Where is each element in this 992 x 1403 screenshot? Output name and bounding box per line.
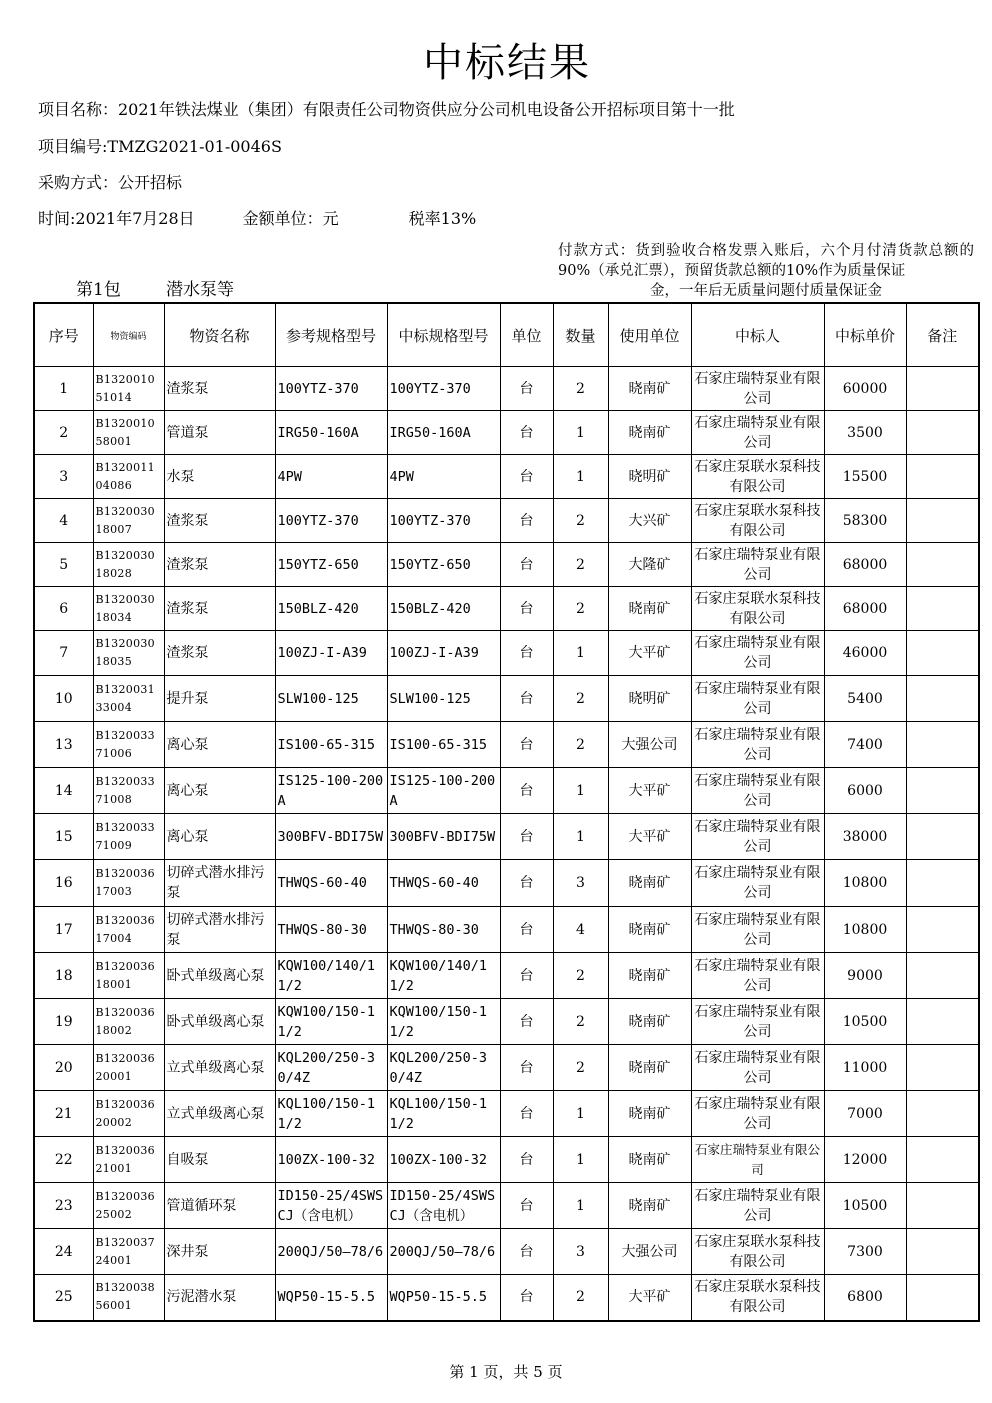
row-unit: 台 xyxy=(500,631,553,676)
row-remark xyxy=(906,768,979,814)
table-row xyxy=(34,860,979,907)
row-qty: 1 xyxy=(553,411,608,455)
time-line xyxy=(38,208,476,230)
row-winner: 石家庄瑞特泵业有限公司 xyxy=(691,631,824,676)
table-row xyxy=(34,953,979,999)
row-unit: 台 xyxy=(500,587,553,631)
table-row xyxy=(34,1045,979,1091)
row-seq: 19 xyxy=(34,999,93,1045)
row-price: 11000 xyxy=(824,1045,906,1091)
row-user: 大强公司 xyxy=(608,1229,691,1275)
row-unit: 台 xyxy=(500,999,553,1045)
page-title: 中标结果 xyxy=(423,40,591,86)
table-row xyxy=(34,722,979,768)
row-name: 立式单级离心泵 xyxy=(164,1045,275,1091)
row-price: 5400 xyxy=(824,676,906,722)
row-price: 12000 xyxy=(824,1137,906,1183)
row-bid-spec: 4PW xyxy=(387,455,500,499)
header-winner: 中标人 xyxy=(691,303,824,367)
row-code: B132001104086 xyxy=(93,455,164,499)
row-price: 15500 xyxy=(824,455,906,499)
row-winner: 石家庄瑞特泵业有限公司 xyxy=(691,907,824,953)
row-ref-spec: 150BLZ-420 xyxy=(275,587,387,631)
row-price: 6000 xyxy=(824,768,906,814)
page-footer: 第 1 页，共 5 页 xyxy=(449,1363,563,1381)
table-row xyxy=(34,1183,979,1229)
row-price: 58300 xyxy=(824,499,906,543)
row-qty: 1 xyxy=(553,1137,608,1183)
row-user: 晓南矿 xyxy=(608,860,691,907)
row-ref-spec: IRG50-160A xyxy=(275,411,387,455)
row-qty: 1 xyxy=(553,631,608,676)
row-user: 大隆矿 xyxy=(608,543,691,587)
row-seq: 17 xyxy=(34,907,93,953)
table-row xyxy=(34,676,979,722)
header-code: 物资编码 xyxy=(93,303,164,367)
payment-terms-main: 付款方式：货到验收合格发票入账后，六个月付清货款总额的90%（承兑汇票），预留货款总额的10%作为质量保证 xyxy=(558,243,974,279)
header-price: 中标单价 xyxy=(824,303,906,367)
table-row xyxy=(34,1091,979,1137)
row-name: 深井泵 xyxy=(164,1229,275,1275)
row-code: B132003133004 xyxy=(93,676,164,722)
row-ref-spec: KQL100/150-11/2 xyxy=(275,1091,387,1137)
row-qty: 1 xyxy=(553,1183,608,1229)
row-winner: 石家庄泵联水泵科技有限公司 xyxy=(691,587,824,631)
row-name: 卧式单级离心泵 xyxy=(164,999,275,1045)
row-ref-spec: SLW100-125 xyxy=(275,676,387,722)
row-user: 晓南矿 xyxy=(608,999,691,1045)
tax-rate-label: 税率13% xyxy=(408,209,477,228)
row-qty: 2 xyxy=(553,953,608,999)
row-price: 10500 xyxy=(824,1183,906,1229)
table-row xyxy=(34,1229,979,1275)
payment-terms-last: 金，一年后无质量问题付质量保证金 xyxy=(650,283,882,299)
row-qty: 2 xyxy=(553,722,608,768)
row-remark xyxy=(906,1183,979,1229)
row-code: B132001051014 xyxy=(93,367,164,411)
row-remark xyxy=(906,999,979,1045)
row-winner: 石家庄瑞特泵业有限公司 xyxy=(691,860,824,907)
row-remark xyxy=(906,676,979,722)
purchase-method: 采购方式：公开招标 xyxy=(38,173,183,192)
table-row xyxy=(34,411,979,455)
table-row xyxy=(34,999,979,1045)
row-remark xyxy=(906,814,979,860)
row-remark xyxy=(906,953,979,999)
row-seq: 16 xyxy=(34,860,93,907)
row-qty: 2 xyxy=(553,1045,608,1091)
row-bid-spec: KQW100/150-11/2 xyxy=(387,999,500,1045)
header-name: 物资名称 xyxy=(164,303,275,367)
row-winner: 石家庄泵联水泵科技有限公司 xyxy=(691,1275,824,1321)
row-user: 晓南矿 xyxy=(608,1045,691,1091)
table-row xyxy=(34,455,979,499)
row-code: B132003856001 xyxy=(93,1275,164,1321)
row-name: 渣浆泵 xyxy=(164,631,275,676)
row-ref-spec: 100ZX-100-32 xyxy=(275,1137,387,1183)
row-qty: 2 xyxy=(553,999,608,1045)
row-remark xyxy=(906,1091,979,1137)
row-price: 68000 xyxy=(824,543,906,587)
row-name: 自吸泵 xyxy=(164,1137,275,1183)
row-winner: 石家庄瑞特泵业有限公司 xyxy=(691,768,824,814)
package-name: 潜水泵等 xyxy=(166,280,234,300)
row-unit: 台 xyxy=(500,1045,553,1091)
row-code: B132003620001 xyxy=(93,1045,164,1091)
table-row xyxy=(34,587,979,631)
row-bid-spec: SLW100-125 xyxy=(387,676,500,722)
row-winner: 石家庄泵联水泵科技有限公司 xyxy=(691,455,824,499)
row-seq: 13 xyxy=(34,722,93,768)
row-ref-spec: 200QJ/50—78/6 xyxy=(275,1229,387,1275)
table-row xyxy=(34,367,979,411)
row-price: 3500 xyxy=(824,411,906,455)
row-unit: 台 xyxy=(500,455,553,499)
row-user: 晓南矿 xyxy=(608,587,691,631)
row-code: B132003018035 xyxy=(93,631,164,676)
row-ref-spec: 100ZJ-I-A39 xyxy=(275,631,387,676)
row-ref-spec: KQW100/140/11/2 xyxy=(275,953,387,999)
row-name: 渣浆泵 xyxy=(164,543,275,587)
row-seq: 1 xyxy=(34,367,93,411)
row-name: 污泥潜水泵 xyxy=(164,1275,275,1321)
row-remark xyxy=(906,1275,979,1321)
row-name: 渣浆泵 xyxy=(164,367,275,411)
row-seq: 14 xyxy=(34,768,93,814)
row-price: 7300 xyxy=(824,1229,906,1275)
row-unit: 台 xyxy=(500,1137,553,1183)
header-ref-spec: 参考规格型号 xyxy=(275,303,387,367)
table-row xyxy=(34,1275,979,1321)
row-seq: 5 xyxy=(34,543,93,587)
row-ref-spec: 4PW xyxy=(275,455,387,499)
row-code: B132003724001 xyxy=(93,1229,164,1275)
row-seq: 21 xyxy=(34,1091,93,1137)
row-name: 离心泵 xyxy=(164,722,275,768)
table-row xyxy=(34,631,979,676)
header-seq: 序号 xyxy=(34,303,93,367)
package-number: 第1包 xyxy=(76,280,121,300)
row-qty: 4 xyxy=(553,907,608,953)
row-user: 晓南矿 xyxy=(608,953,691,999)
row-qty: 3 xyxy=(553,860,608,907)
row-price: 7000 xyxy=(824,1091,906,1137)
header-user: 使用单位 xyxy=(608,303,691,367)
row-bid-spec: 100ZX-100-32 xyxy=(387,1137,500,1183)
table-row xyxy=(34,907,979,953)
row-user: 晓南矿 xyxy=(608,411,691,455)
header-remark: 备注 xyxy=(906,303,979,367)
row-remark xyxy=(906,455,979,499)
row-user: 大兴矿 xyxy=(608,499,691,543)
row-code: B132003018028 xyxy=(93,543,164,587)
row-qty: 2 xyxy=(553,587,608,631)
row-ref-spec: 150YTZ-650 xyxy=(275,543,387,587)
row-bid-spec: THWQS-80-30 xyxy=(387,907,500,953)
row-remark xyxy=(906,587,979,631)
row-seq: 18 xyxy=(34,953,93,999)
row-seq: 22 xyxy=(34,1137,93,1183)
row-remark xyxy=(906,367,979,411)
row-price: 60000 xyxy=(824,367,906,411)
row-code: B132003621001 xyxy=(93,1137,164,1183)
payment-terms xyxy=(558,241,974,301)
row-unit: 台 xyxy=(500,499,553,543)
row-unit: 台 xyxy=(500,768,553,814)
row-winner: 石家庄泵联水泵科技有限公司 xyxy=(691,1229,824,1275)
row-winner: 石家庄瑞特泵业有限公司 xyxy=(691,676,824,722)
date-label: 时间:2021年7月28日 xyxy=(38,209,195,228)
project-name: 项目名称：2021年铁法煤业（集团）有限责任公司物资供应分公司机电设备公开招标项目第十一批 xyxy=(38,100,735,119)
row-bid-spec: 150BLZ-420 xyxy=(387,587,500,631)
row-code: B132003625002 xyxy=(93,1183,164,1229)
row-qty: 1 xyxy=(553,814,608,860)
row-unit: 台 xyxy=(500,411,553,455)
row-ref-spec: KQL200/250-30/4Z xyxy=(275,1045,387,1091)
table-row xyxy=(34,543,979,587)
row-code: B132003371009 xyxy=(93,814,164,860)
project-number: 项目编号:TMZG2021-01-0046S xyxy=(38,137,282,156)
table-row xyxy=(34,814,979,860)
row-seq: 4 xyxy=(34,499,93,543)
row-unit: 台 xyxy=(500,722,553,768)
row-name: 水泵 xyxy=(164,455,275,499)
row-remark xyxy=(906,860,979,907)
row-ref-spec: 100YTZ-370 xyxy=(275,367,387,411)
row-bid-spec: IS100-65-315 xyxy=(387,722,500,768)
row-winner: 石家庄瑞特泵业有限公司 xyxy=(691,1183,824,1229)
row-qty: 2 xyxy=(553,676,608,722)
row-bid-spec: KQL200/250-30/4Z xyxy=(387,1045,500,1091)
row-remark xyxy=(906,1137,979,1183)
row-remark xyxy=(906,1229,979,1275)
row-qty: 2 xyxy=(553,1275,608,1321)
row-seq: 23 xyxy=(34,1183,93,1229)
row-bid-spec: 100YTZ-370 xyxy=(387,367,500,411)
row-seq: 2 xyxy=(34,411,93,455)
row-qty: 2 xyxy=(553,543,608,587)
currency-unit-label: 金额单位：元 xyxy=(242,209,339,228)
row-winner: 石家庄泵联水泵科技有限公司 xyxy=(691,499,824,543)
row-price: 46000 xyxy=(824,631,906,676)
row-code: B132003617003 xyxy=(93,860,164,907)
row-remark xyxy=(906,722,979,768)
row-code: B132003371006 xyxy=(93,722,164,768)
row-remark xyxy=(906,543,979,587)
row-ref-spec: IS125-100-200A xyxy=(275,768,387,814)
row-remark xyxy=(906,1045,979,1091)
row-seq: 3 xyxy=(34,455,93,499)
row-unit: 台 xyxy=(500,1183,553,1229)
row-unit: 台 xyxy=(500,907,553,953)
row-price: 7400 xyxy=(824,722,906,768)
row-winner: 石家庄瑞特泵业有限公司 xyxy=(691,814,824,860)
row-user: 大平矿 xyxy=(608,1275,691,1321)
row-name: 提升泵 xyxy=(164,676,275,722)
row-unit: 台 xyxy=(500,953,553,999)
row-qty: 1 xyxy=(553,768,608,814)
row-user: 晓明矿 xyxy=(608,455,691,499)
row-code: B132003618001 xyxy=(93,953,164,999)
row-unit: 台 xyxy=(500,814,553,860)
row-winner: 石家庄瑞特泵业有限公司 xyxy=(691,1091,824,1137)
row-ref-spec: THWQS-60-40 xyxy=(275,860,387,907)
row-price: 10800 xyxy=(824,860,906,907)
row-unit: 台 xyxy=(500,676,553,722)
row-ref-spec: 300BFV-BDI75W xyxy=(275,814,387,860)
row-bid-spec: WQP50-15-5.5 xyxy=(387,1275,500,1321)
table-row xyxy=(34,1137,979,1183)
row-winner: 石家庄瑞特泵业有限公司 xyxy=(691,543,824,587)
row-user: 晓南矿 xyxy=(608,1091,691,1137)
row-seq: 7 xyxy=(34,631,93,676)
row-qty: 2 xyxy=(553,367,608,411)
row-ref-spec: WQP50-15-5.5 xyxy=(275,1275,387,1321)
row-qty: 2 xyxy=(553,499,608,543)
table-row xyxy=(34,499,979,543)
row-name: 立式单级离心泵 xyxy=(164,1091,275,1137)
row-bid-spec: IS125-100-200A xyxy=(387,768,500,814)
table-row xyxy=(34,768,979,814)
row-ref-spec: THWQS-80-30 xyxy=(275,907,387,953)
row-seq: 24 xyxy=(34,1229,93,1275)
result-table xyxy=(33,302,980,1322)
row-ref-spec: ID150-25/4SWSCJ（含电机） xyxy=(275,1183,387,1229)
row-bid-spec: 100YTZ-370 xyxy=(387,499,500,543)
row-seq: 25 xyxy=(34,1275,93,1321)
row-name: 切碎式潜水排污泵 xyxy=(164,860,275,907)
row-name: 管道循环泵 xyxy=(164,1183,275,1229)
row-unit: 台 xyxy=(500,367,553,411)
row-bid-spec: ID150-25/4SWSCJ（含电机） xyxy=(387,1183,500,1229)
row-bid-spec: IRG50-160A xyxy=(387,411,500,455)
row-winner: 石家庄瑞特泵业有限公司 xyxy=(691,953,824,999)
row-user: 晓南矿 xyxy=(608,367,691,411)
row-winner: 石家庄瑞特泵业有限公司 xyxy=(691,411,824,455)
row-bid-spec: 100ZJ-I-A39 xyxy=(387,631,500,676)
row-remark xyxy=(906,907,979,953)
row-ref-spec: IS100-65-315 xyxy=(275,722,387,768)
row-code: B132003371008 xyxy=(93,768,164,814)
row-bid-spec: KQL100/150-11/2 xyxy=(387,1091,500,1137)
row-name: 渣浆泵 xyxy=(164,587,275,631)
row-code: B132003620002 xyxy=(93,1091,164,1137)
row-price: 10800 xyxy=(824,907,906,953)
row-code: B132003618002 xyxy=(93,999,164,1045)
row-seq: 20 xyxy=(34,1045,93,1091)
row-remark xyxy=(906,631,979,676)
row-code: B132003617004 xyxy=(93,907,164,953)
row-bid-spec: KQW100/140/11/2 xyxy=(387,953,500,999)
row-seq: 15 xyxy=(34,814,93,860)
row-user: 大强公司 xyxy=(608,722,691,768)
row-name: 离心泵 xyxy=(164,768,275,814)
row-remark xyxy=(906,499,979,543)
row-winner: 石家庄瑞特泵业有限公司 xyxy=(691,722,824,768)
row-qty: 1 xyxy=(553,1091,608,1137)
row-name: 管道泵 xyxy=(164,411,275,455)
row-user: 晓明矿 xyxy=(608,676,691,722)
row-seq: 10 xyxy=(34,676,93,722)
row-name: 渣浆泵 xyxy=(164,499,275,543)
row-unit: 台 xyxy=(500,1229,553,1275)
row-price: 68000 xyxy=(824,587,906,631)
row-ref-spec: KQW100/150-11/2 xyxy=(275,999,387,1045)
row-unit: 台 xyxy=(500,860,553,907)
row-code: B132003018007 xyxy=(93,499,164,543)
row-winner: 石家庄瑞特泵业有限公司 xyxy=(691,999,824,1045)
row-name: 离心泵 xyxy=(164,814,275,860)
row-price: 6800 xyxy=(824,1275,906,1321)
row-price: 10500 xyxy=(824,999,906,1045)
row-bid-spec: 150YTZ-650 xyxy=(387,543,500,587)
header-qty: 数量 xyxy=(553,303,608,367)
row-winner: 石家庄瑞特泵业有限公司 xyxy=(691,1137,824,1183)
header-bid-spec: 中标规格型号 xyxy=(387,303,500,367)
row-ref-spec: 100YTZ-370 xyxy=(275,499,387,543)
row-price: 38000 xyxy=(824,814,906,860)
row-user: 大平矿 xyxy=(608,768,691,814)
row-bid-spec: THWQS-60-40 xyxy=(387,860,500,907)
row-unit: 台 xyxy=(500,1275,553,1321)
row-seq: 6 xyxy=(34,587,93,631)
row-remark xyxy=(906,411,979,455)
table-header-row xyxy=(34,303,979,367)
row-user: 晓南矿 xyxy=(608,907,691,953)
row-bid-spec: 200QJ/50—78/6 xyxy=(387,1229,500,1275)
row-qty: 1 xyxy=(553,455,608,499)
row-code: B132001058001 xyxy=(93,411,164,455)
row-unit: 台 xyxy=(500,1091,553,1137)
row-price: 9000 xyxy=(824,953,906,999)
row-unit: 台 xyxy=(500,543,553,587)
row-code: B132003018034 xyxy=(93,587,164,631)
row-user: 大平矿 xyxy=(608,814,691,860)
row-winner: 石家庄瑞特泵业有限公司 xyxy=(691,1045,824,1091)
row-user: 大平矿 xyxy=(608,631,691,676)
row-qty: 3 xyxy=(553,1229,608,1275)
header-unit: 单位 xyxy=(500,303,553,367)
row-bid-spec: 300BFV-BDI75W xyxy=(387,814,500,860)
row-name: 卧式单级离心泵 xyxy=(164,953,275,999)
row-user: 晓南矿 xyxy=(608,1137,691,1183)
row-user: 晓南矿 xyxy=(608,1183,691,1229)
row-name: 切碎式潜水排污泵 xyxy=(164,907,275,953)
row-winner: 石家庄瑞特泵业有限公司 xyxy=(691,367,824,411)
